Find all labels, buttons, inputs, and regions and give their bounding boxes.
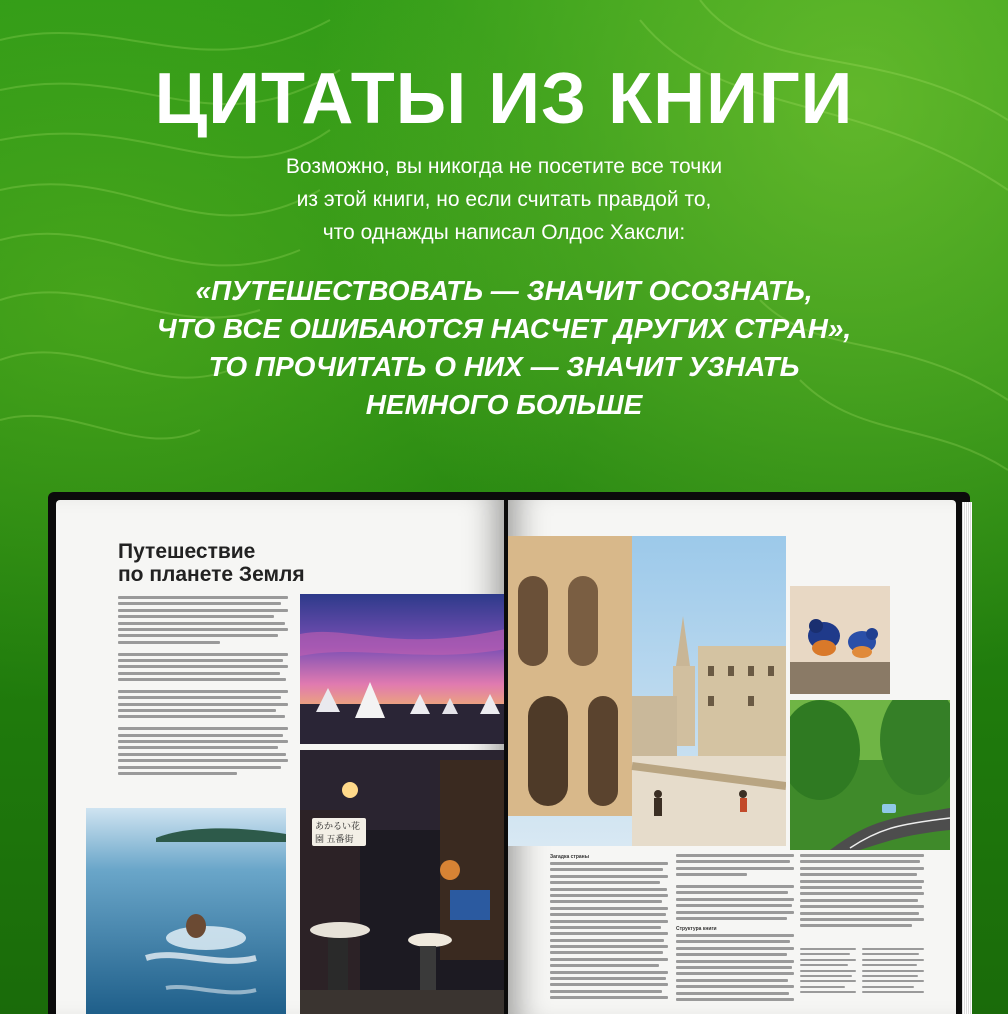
list-column-a xyxy=(800,948,856,997)
page-edges xyxy=(962,502,972,1014)
huxley-quote xyxy=(84,272,924,424)
forest-road-photo xyxy=(790,700,950,850)
text-column-2b xyxy=(676,934,794,1004)
quote-line: НЕМНОГО БОЛЬШЕ xyxy=(365,389,643,420)
book-title-line: по планете Земля xyxy=(118,563,305,586)
intro-line: из этой книги, но если считать правдой то, xyxy=(296,188,712,211)
intro-line: Возможно, вы никогда не посетите все точки xyxy=(285,155,723,178)
night-street-photo xyxy=(300,750,504,1014)
birds-photo xyxy=(790,586,890,694)
sunset-tipi-photo xyxy=(300,594,504,744)
subheading: Загадка страны xyxy=(550,854,589,860)
subheading: Структура книги xyxy=(676,926,717,932)
left-page xyxy=(56,500,504,1014)
text-column-3 xyxy=(800,854,924,931)
body-text-block xyxy=(118,596,288,778)
page-title: ЦИТАТЫ ИЗ КНИГИ xyxy=(154,59,854,139)
list-column-b xyxy=(862,948,924,997)
intro-text xyxy=(204,150,804,249)
quote-line: «ПУТЕШЕСТВОВАТЬ — ЗНАЧИТ ОСОЗНАТЬ, xyxy=(195,275,813,306)
text-column-2 xyxy=(676,854,794,923)
open-book-image xyxy=(48,492,970,1014)
quote-line: ЧТО ВСЕ ОШИБАЮТСЯ НАСЧЕТ ДРУГИХ СТРАН», xyxy=(156,313,852,344)
quote-line: ТО ПРОЧИТАТЬ О НИХ — ЗНАЧИТ УЗНАТЬ xyxy=(208,351,800,382)
text-column-1 xyxy=(550,862,668,1003)
book-title-line: Путешествие xyxy=(118,540,256,563)
intro-line: что однажды написал Олдос Хаксли: xyxy=(322,221,686,244)
swimmer-photo xyxy=(86,808,286,1014)
book-page-title xyxy=(118,540,368,586)
arena-photo xyxy=(508,536,786,846)
right-page xyxy=(508,500,956,1014)
street-sign: あかるい花園 五番街 xyxy=(312,818,366,846)
